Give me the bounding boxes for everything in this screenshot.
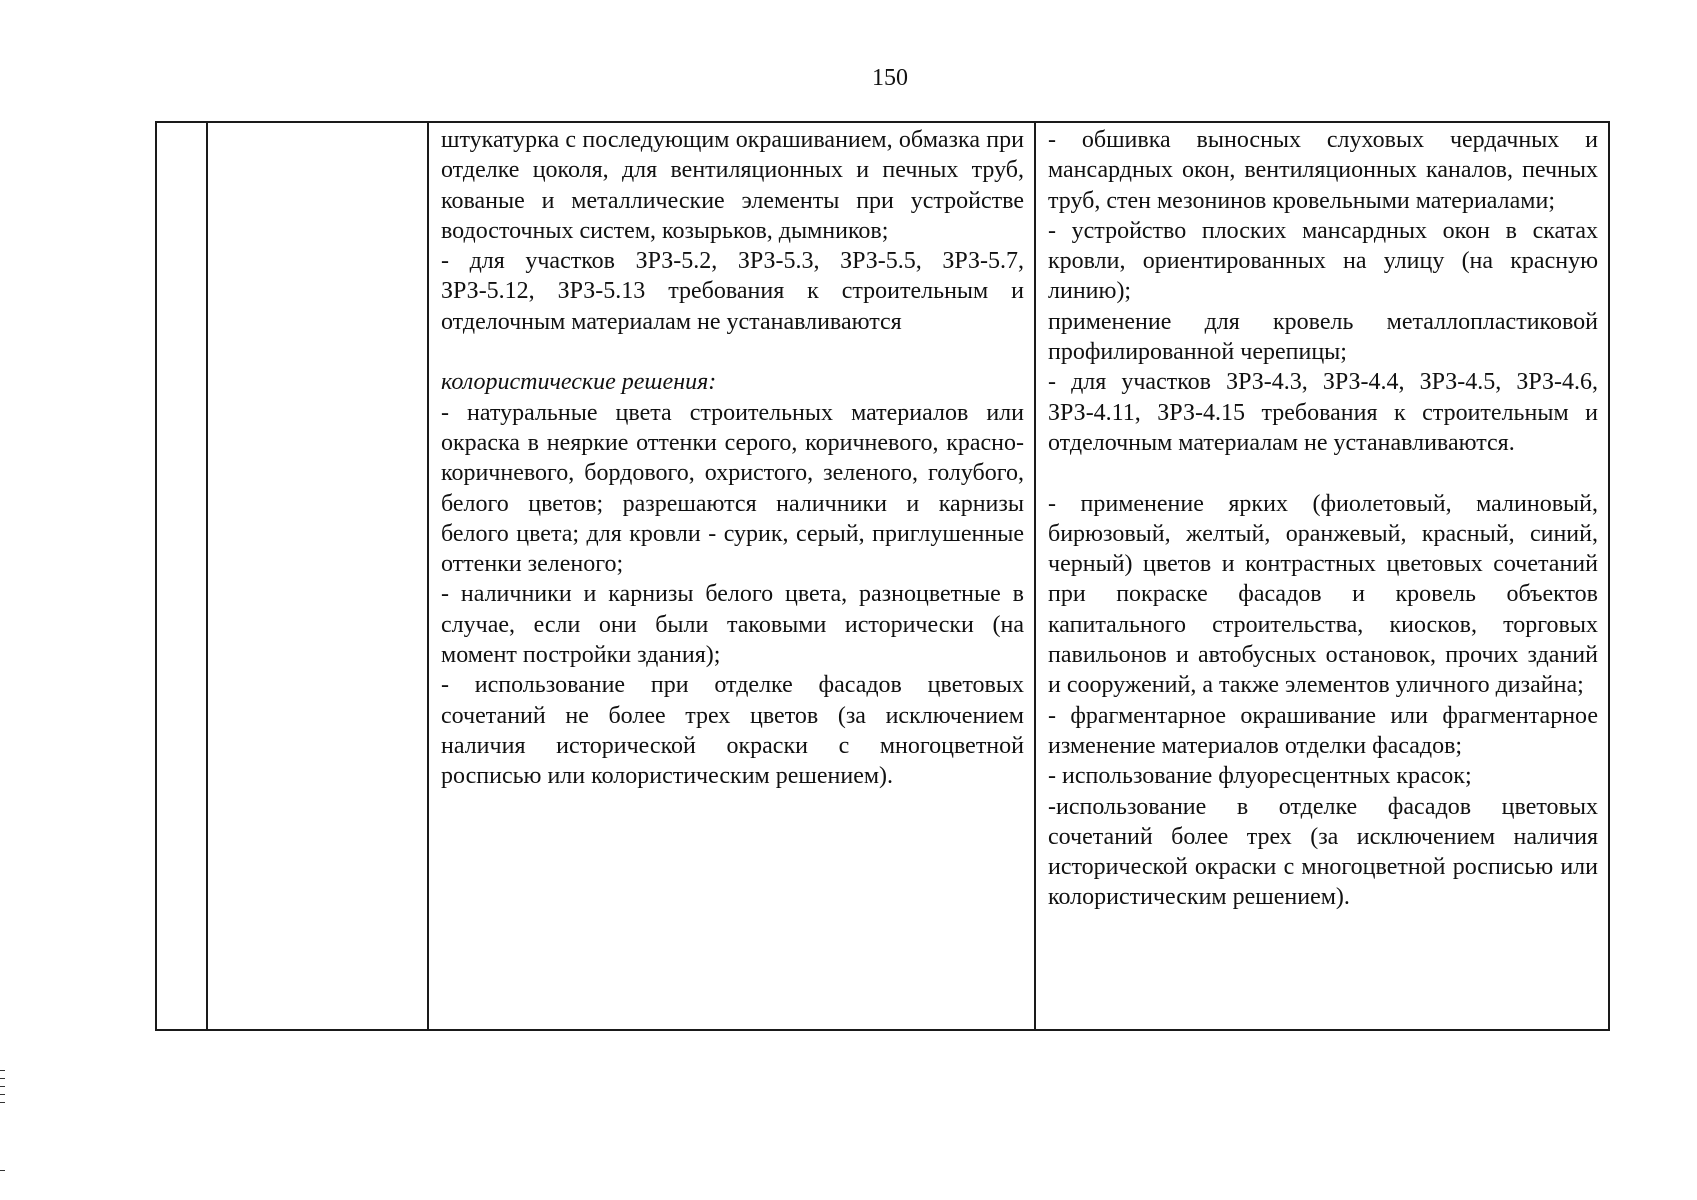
table-cell-allowed: [428, 122, 1035, 1030]
table-cell-empty-2: [207, 122, 428, 1030]
regulations-table: [155, 121, 1610, 1031]
section-heading: колористические решения:: [441, 369, 717, 396]
paragraph: - для участков ЗРЗ-5.2, ЗРЗ-5.3, ЗРЗ-5.5, ЗРЗ-5.7, ЗРЗ-5.12, ЗРЗ-5.13 требования к строительным и отделочным материалам не устанавливаются: [441, 248, 1024, 335]
paragraph: - для участков ЗРЗ-4.3, ЗРЗ-4.4, ЗРЗ-4.5, ЗРЗ-4.6, ЗРЗ-4.11, ЗРЗ-4.15 требования к строительным и отделочным материалам не устанавливаются.: [1048, 369, 1598, 456]
page-number: 150: [872, 65, 908, 91]
paragraph: - устройство плоских мансардных окон в скатах кровли, ориентированных на улицу (на красную линию);: [1048, 217, 1598, 305]
table-cell-prohibited: [1035, 122, 1609, 1030]
table-row: [156, 122, 1609, 1030]
table-cell-empty-1: [156, 122, 207, 1030]
paragraph: - использование при отделке фасадов цветовых сочетаний не более трех цветов (за исключением наличия исторической окраски с многоцветной росписью или колористическим решением).: [441, 672, 1024, 790]
paragraph: - натуральные цвета строительных материалов или окраска в неяркие оттенки серого, коричневого, красно-коричневого, бордового, охристого, зеленого, голубого, белого цветов; разрешаются наличники и карнизы белого цвета; для кровли - сурик, серый, приглушенные оттенки зеленого;: [441, 399, 1024, 578]
margin-tick-marks: [0, 1070, 6, 1180]
paragraph: - использование флуоресцентных красок;: [1048, 763, 1472, 790]
paragraph: -использование в отделке фасадов цветовых сочетаний более трех (за исключением наличия исторической окраски с многоцветной росписью или колористическим решением).: [1048, 793, 1598, 911]
paragraph: применение для кровель металлопластиковой профилированной черепицы;: [1048, 308, 1598, 366]
paragraph: - фрагментарное окрашивание или фрагментарное изменение материалов отделки фасадов;: [1048, 702, 1598, 759]
paragraph: - обшивка выносных слуховых чердачных и мансардных окон, вентиляционных каналов, печных труб, стен мезонинов кровельными материалами;: [1048, 127, 1598, 214]
paragraph: - применение ярких (фиолетовый, малиновый, бирюзовый, желтый, оранжевый, красный, синий, черный) цветов и контрастных цветовых сочетаний при покраске фасадов и кровель объектов капитального строительства, киосков, торговых павильонов и автобусных остановок, прочих зданий и сооружений, а также элементов уличного дизайна;: [1048, 490, 1598, 699]
paragraph: - наличники и карнизы белого цвета, разноцветные в случае, если они были таковыми исторически (на момент постройки здания);: [441, 581, 1024, 669]
paragraph: штукатурка с последующим окрашиванием, обмазка при отделке цоколя, для вентиляционных и печных труб, кованые и металлические элементы при устройстве водосточных систем, козырьков, дымников;: [441, 127, 1024, 244]
